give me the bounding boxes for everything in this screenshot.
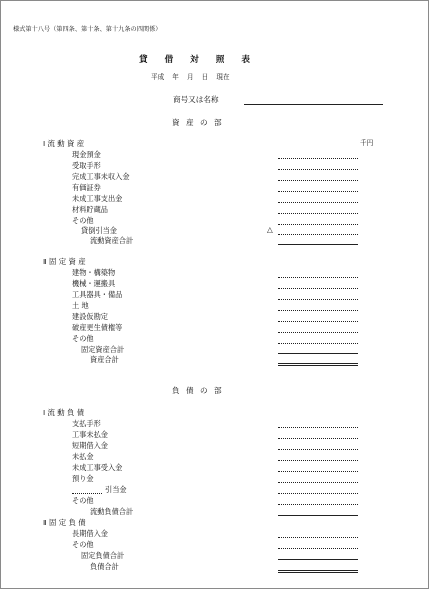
amount-dotted-line <box>278 460 358 461</box>
grand-total-double-rule <box>278 363 358 366</box>
amount-dotted-line <box>278 169 358 170</box>
asset-item: 有価証券 <box>72 183 101 192</box>
fixed-assets-total: 固定資産合計 <box>81 345 125 354</box>
blank-item-dotted-line <box>72 493 102 494</box>
asset-item: 現金預金 <box>72 150 101 159</box>
asset-item: その他 <box>72 216 94 225</box>
amount-dotted-line <box>278 213 358 214</box>
current-assets-heading: Ⅰ 流 動 資 産 <box>43 139 85 148</box>
assets-section-heading: 資 産 の 部 <box>172 118 224 127</box>
amount-dotted-line <box>278 493 358 494</box>
amount-dotted-line <box>278 438 358 439</box>
provision-label: 引当金 <box>105 485 127 494</box>
asset-item: 未成工事支出金 <box>72 194 123 203</box>
amount-dotted-line <box>278 471 358 472</box>
form-note: 様式第十八号（第四条、第十条、第十九条の四関係） <box>13 26 162 33</box>
amount-dotted-line <box>278 180 358 181</box>
company-name-label: 商号又は名称 <box>173 95 219 104</box>
liability-item: 工事未払金 <box>72 430 108 439</box>
amount-dotted-line <box>278 548 358 549</box>
asset-item: その他 <box>72 334 94 343</box>
current-liabilities-heading: Ⅰ 流 動 負 債 <box>43 408 85 417</box>
amount-dotted-line <box>278 191 358 192</box>
amount-dotted-line <box>278 482 358 483</box>
asset-item: 土 地 <box>72 301 89 310</box>
current-liabilities-total: 流動負債合計 <box>90 507 134 516</box>
asset-item: 材料貯蔵品 <box>72 205 108 214</box>
liability-item: 短期借入金 <box>72 441 108 450</box>
amount-dotted-line <box>278 504 358 505</box>
total-rule <box>278 559 358 560</box>
liabilities-grand-total: 負債合計 <box>90 562 119 571</box>
total-rule <box>278 515 358 516</box>
asset-item: 受取手形 <box>72 161 101 170</box>
document-title: 貸 借 対 照 表 <box>139 55 251 65</box>
assets-grand-total: 資産合計 <box>90 355 119 364</box>
date-line: 平成 年 月 日 現在 <box>151 73 230 81</box>
fixed-liabilities-heading: Ⅱ 固 定 負 債 <box>43 518 86 527</box>
liability-item: 未成工事受入金 <box>72 463 123 472</box>
amount-dotted-line <box>278 277 358 278</box>
liability-item: その他 <box>72 540 94 549</box>
amount-dotted-line <box>278 449 358 450</box>
unit-label: 千円 <box>360 139 374 147</box>
allowance-label: 貸倒引当金 <box>81 226 117 235</box>
fixed-assets-heading: Ⅱ 固 定 資 産 <box>43 257 86 266</box>
fixed-liabilities-total: 固定負債合計 <box>81 551 125 560</box>
asset-item: 建設仮勘定 <box>72 312 108 321</box>
grand-total-double-rule <box>278 570 358 573</box>
total-rule <box>278 353 358 354</box>
amount-dotted-line <box>278 343 358 344</box>
amount-dotted-line <box>278 537 358 538</box>
asset-item: 完成工事未収入金 <box>72 172 130 181</box>
amount-dotted-line <box>278 224 358 225</box>
amount-dotted-line <box>278 321 358 322</box>
liabilities-section-heading: 負 債 の 部 <box>172 386 224 395</box>
total-rule <box>278 244 358 245</box>
asset-item: 建物・構築物 <box>72 268 116 277</box>
amount-dotted-line <box>278 332 358 333</box>
liability-item: その他 <box>72 496 94 505</box>
liability-item: 未払金 <box>72 452 94 461</box>
asset-item: 機械・運搬具 <box>72 279 116 288</box>
company-name-underline <box>244 104 383 105</box>
triangle-icon: △ <box>267 225 273 234</box>
amount-dotted-line <box>278 158 358 159</box>
liability-item: 長期借入金 <box>72 529 108 538</box>
amount-dotted-line <box>278 299 358 300</box>
current-assets-total: 流動資産合計 <box>90 236 134 245</box>
amount-dotted-line <box>278 310 358 311</box>
amount-dotted-line <box>278 202 358 203</box>
liability-item: 支払手形 <box>72 419 101 428</box>
amount-dotted-line <box>278 427 358 428</box>
liability-item: 預り金 <box>72 474 94 483</box>
amount-dotted-line <box>278 288 358 289</box>
amount-dotted-line <box>278 234 358 235</box>
asset-item: 工具器具・備品 <box>72 290 123 299</box>
asset-item: 破産更生債権等 <box>72 323 123 332</box>
